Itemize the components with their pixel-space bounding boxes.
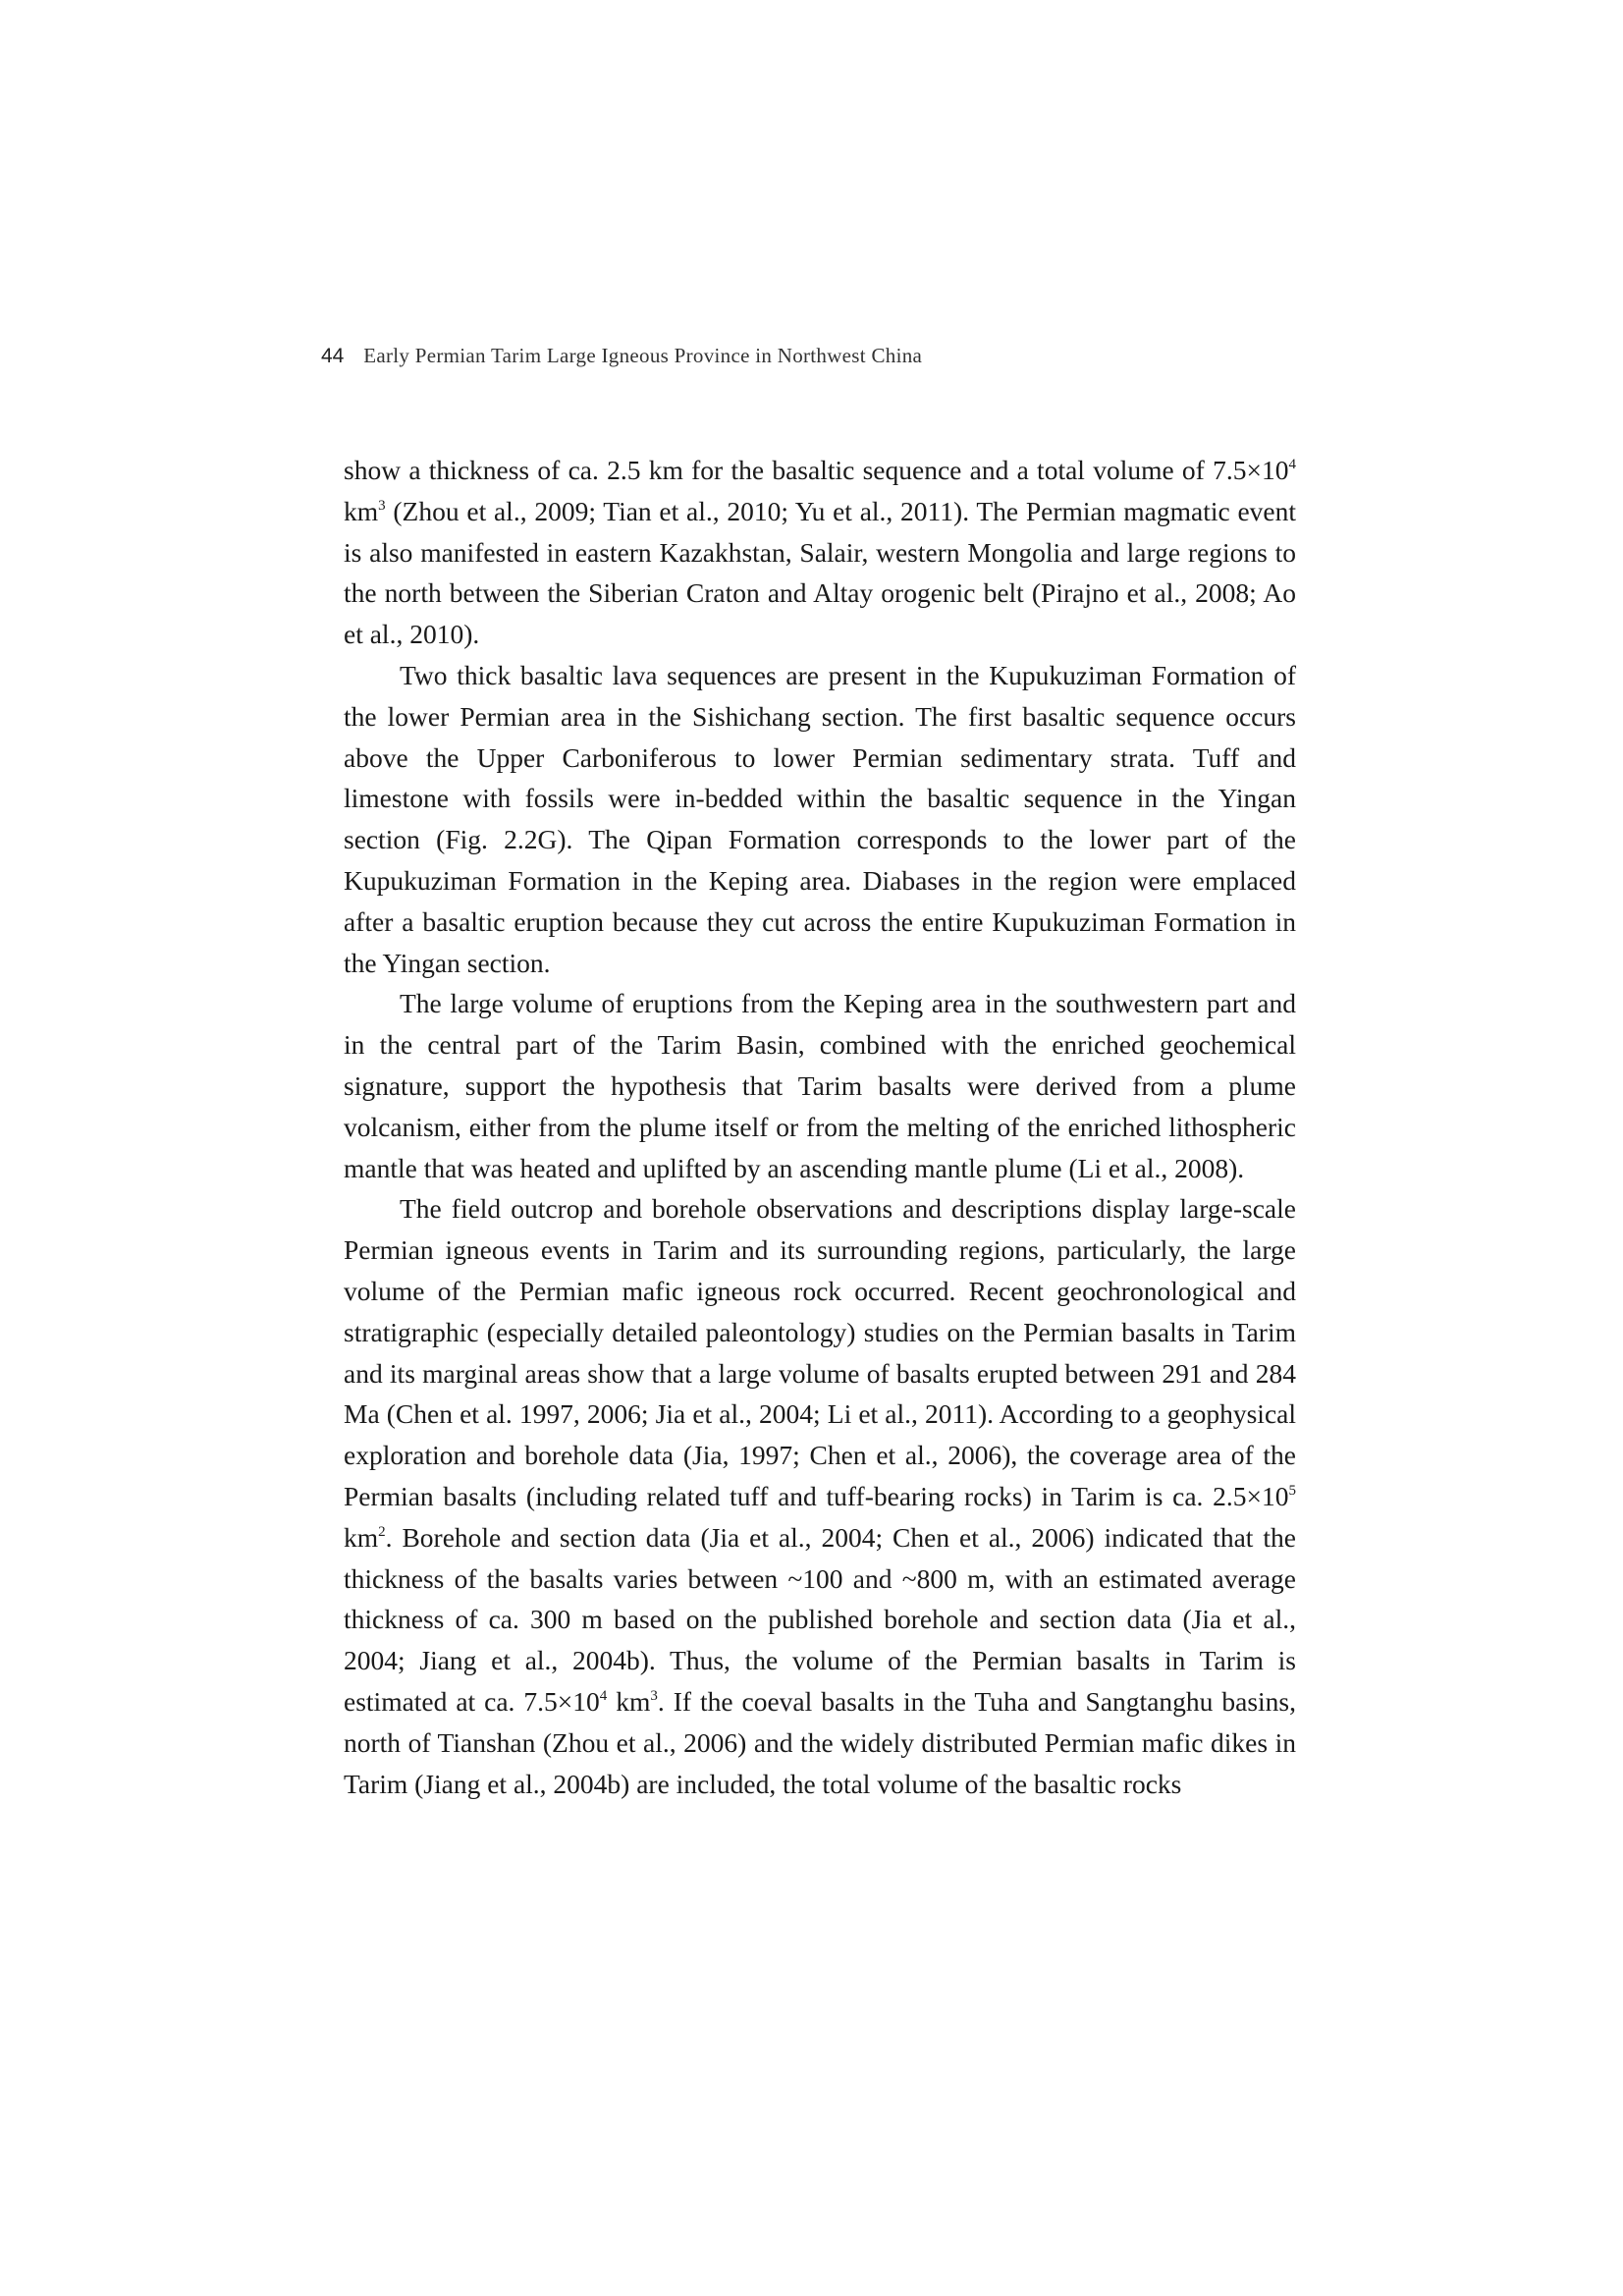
superscript: 5 (1288, 1482, 1296, 1499)
text-run: . Borehole and section data (Jia et al., 2004; Chen et al., 2006) indicated that the thickness of the basalts varies between ~100 and ~800 m, with an estimated average thickness of ca. 300 m based on the published borehole and section data (Jia et al., 2004; Jiang et al., 2004b). Thus, the volume of the Permian basalts in Tarim is estimated at ca. 7.5×10 (344, 1521, 1296, 1717)
body-text (344, 450, 1296, 1804)
text-run: km (344, 495, 379, 526)
paragraph (344, 450, 1296, 655)
text-run: The field outcrop and borehole observations and descriptions display large-scale Permian igneous events in Tarim and its surrounding regions, particularly, the large volume of the Permian mafic igneous rock occurred. Recent geochronological and stratigraphic (especially detailed paleontology) studies on the Permian basalts in Tarim and its marginal areas show that a large volume of basalts erupted between 291 and 284 Ma (Chen et al. 1997, 2006; Jia et al., 2004; Li et al., 2011). According to a geophysical exploration and borehole data (Jia, 1997; Chen et al., 2006), the coverage area of the Permian basalts (including related tuff and tuff-bearing rocks) in Tarim is ca. 2.5×10 (344, 1193, 1296, 1511)
superscript: 4 (599, 1687, 608, 1704)
paragraph (344, 983, 1296, 1188)
paragraph (344, 1188, 1296, 1804)
text-run: Two thick basaltic lava sequences are present in the Kupukuziman Formation of the lower Permian area in the Sishichang section. The first basaltic sequence occurs above the Upper Carboniferous to lower Permian sedimentary strata. Tuff and limestone with fossils were in-bedded within the basaltic sequence in the Yingan section (Fig. 2.2G). The Qipan Formation corresponds to the lower part of the Kupukuziman Formation in the Keping area. Diabases in the region were emplaced after a basaltic eruption because they cut across the entire Kupukuziman Formation in the Yingan section. (344, 659, 1296, 978)
text-run: km (607, 1685, 651, 1717)
text-run: km (344, 1521, 379, 1553)
superscript: 3 (378, 497, 386, 514)
page-number: 44 (321, 345, 345, 367)
text-run: . If the coeval basalts in the Tuha and Sangtanghu basins, north of Tianshan (Zhou et al., 2006) and the widely distributed Permian mafic dikes in Tarim (Jiang et al., 2004b) are included, the total volume of the basaltic rocks (344, 1685, 1296, 1799)
superscript: 3 (650, 1687, 658, 1704)
paragraph (344, 655, 1296, 983)
book-title: Early Permian Tarim Large Igneous Province in Northwest China (363, 344, 923, 367)
text-run: The large volume of eruptions from the Keping area in the southwestern part and in the central part of the Tarim Basin, combined with the enriched geochemical signature, support the hypothesis that Tarim basalts were derived from a plume volcanism, either from the plume itself or from the melting of the enriched lithospheric mantle that was heated and uplifted by an ascending mantle plume (Li et al., 2008). (344, 988, 1296, 1183)
running-head (321, 344, 922, 368)
text-run: show a thickness of ca. 2.5 km for the basaltic sequence and a total volume of 7.5×10 (344, 455, 1289, 485)
superscript: 2 (378, 1523, 386, 1540)
superscript: 4 (1288, 457, 1296, 472)
text-run: (Zhou et al., 2009; Tian et al., 2010; Yu et al., 2011). The Permian magmatic event is also manifested in eastern Kazakhstan, Salair, western Mongolia and large regions to the north between the Siberian Craton and Altay orogenic belt (Pirajno et al., 2008; Ao et al., 2010). (344, 495, 1296, 650)
